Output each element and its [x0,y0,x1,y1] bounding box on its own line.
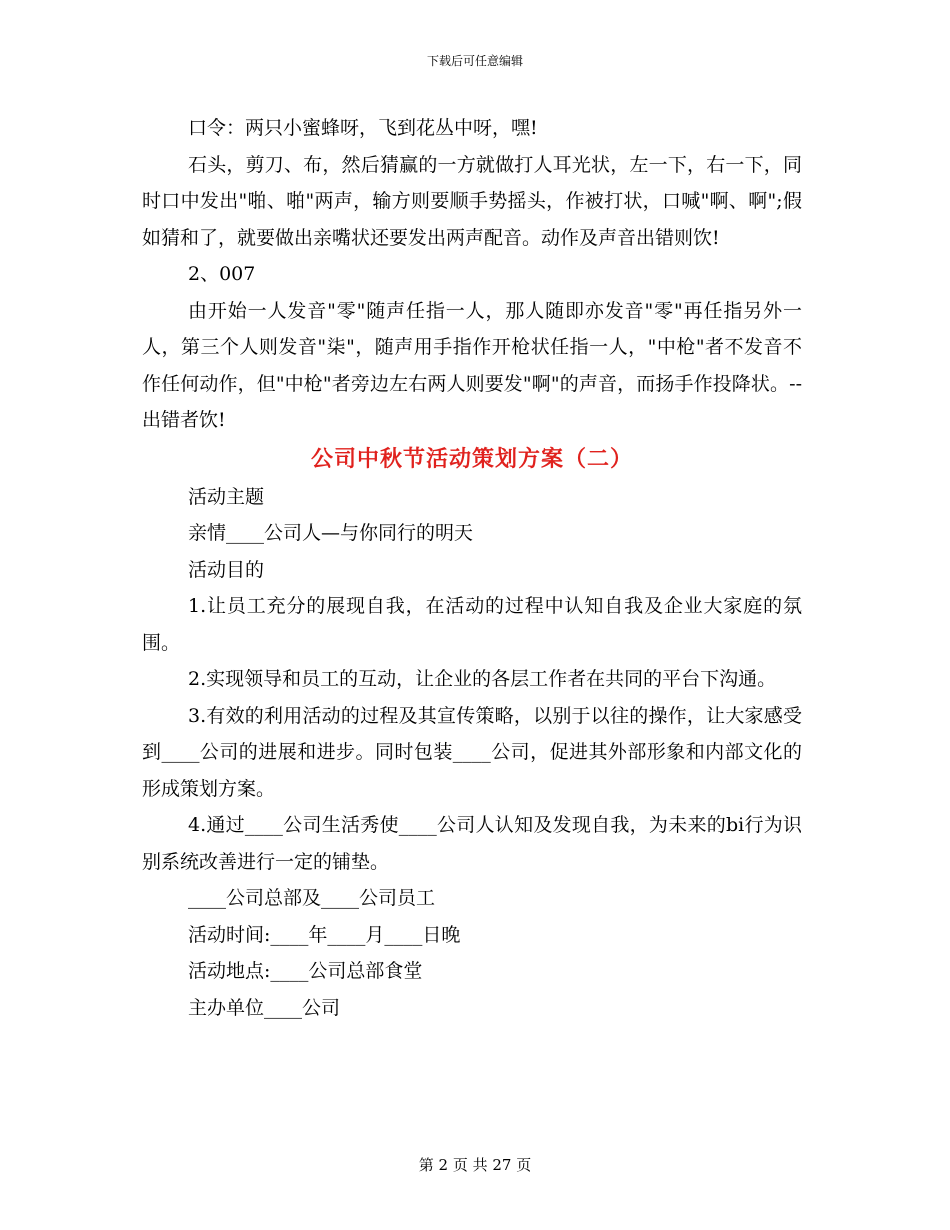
paragraph-purpose-1: 1.让员工充分的展现自我，在活动的过程中认知自我及企业大家庭的氛围。 [142,595,802,654]
page-header: 下载后可任意编辑 [426,54,523,68]
paragraph-theme: 亲情____公司人—与你同行的明天 [188,522,474,544]
page-footer: 第 2 页 共 27 页 [418,1156,532,1174]
document-body [142,110,802,1026]
paragraph-game-007-heading: 2、007 [188,263,256,285]
paragraph-location: 活动地点:____公司总部食堂 [188,960,423,982]
paragraph-organizer: 主办单位____公司 [188,996,341,1019]
paragraph-game-007-rules: 由开始一人发音"零"随声任指一人，那人随即亦发音"零"再任指另外一人，第三个人则发音"柒"，随声用手指作开枪状任指一人，"中枪"者不发音不作任何动作，但"中枪"者旁边左右两人则要发"啊"的声音，而扬手作投降状。--出错者饮! [142,299,802,431]
paragraph-purpose-3: 3.有效的利用活动的过程及其宣传策略，以别于以往的操作，让大家感受到____公司的进展和进步。同时包装____公司，促进其外部形象和内部文化的形成策划方案。 [142,704,802,800]
paragraph-purpose-4: 4.通过____公司生活秀使____公司人认知及发现自我，为未来的bi行为识别系统改善进行一定的铺垫。 [142,814,802,873]
paragraph-slogan: 口令：两只小蜜蜂呀，飞到花丛中呀，嘿! [188,117,538,139]
paragraph-purpose-2: 2.实现领导和员工的互动，让企业的各层工作者在共同的平台下沟通。 [188,668,777,690]
paragraph-time: 活动时间:____年____月____日晚 [188,923,461,946]
paragraph-theme-heading: 活动主题 [188,485,265,508]
section-title: 公司中秋节活动策划方案（二） [310,445,633,472]
paragraph-participants: ____公司总部及____公司员工 [188,887,436,909]
paragraph-game-rules: 石头，剪刀、布，然后猜赢的一方就做打人耳光状，左一下，右一下，同时口中发出"啪、啪"两声，输方则要顺手势摇头，作被打状，口喊"啊、啊";假如猜和了，就要做出亲嘴状还要发出两声配音。动作及声音出错则饮! [142,153,802,249]
paragraph-purpose-heading: 活动目的 [188,558,265,581]
